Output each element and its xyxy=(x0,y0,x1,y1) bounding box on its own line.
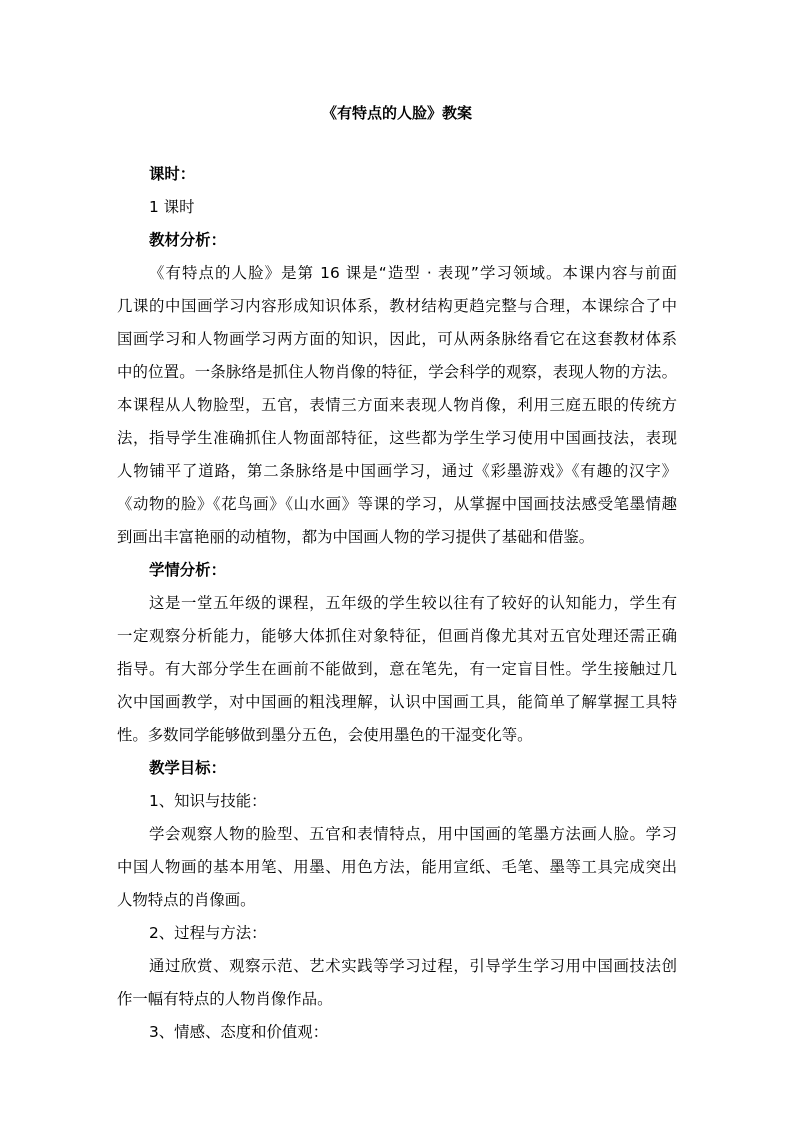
paragraph-line: 本课程从人物脸型，五官，表情三方面来表现人物肖像，利用三庭五眼的传统方 xyxy=(117,396,677,414)
paragraph-line: 作一幅有特点的人物肖像作品。 xyxy=(117,990,333,1008)
paragraph-line: 《动物的脸》《花鸟画》《山水画》等课的学习，从掌握中国画技法感受笔墨情趣 xyxy=(117,495,677,513)
paragraph-line: 性。多数同学能够做到墨分五色，会使用墨色的干湿变化等。 xyxy=(117,726,533,744)
goals-heading: 教学目标： xyxy=(149,759,226,777)
paragraph-line: 法，指导学生准确抓住人物面部特征，这些都为学生学习使用中国画技法，表现 xyxy=(117,429,677,447)
paragraph-line: 《有特点的人脸》是第 16 课是“造型 · 表现”学习领域。本课内容与前面 xyxy=(149,264,677,282)
paragraph-line: 中的位置。一条脉络是抓住人物肖像的特征，学会科学的观察，表现人物的方法。 xyxy=(117,363,677,381)
period-value: 1 课时 xyxy=(149,198,195,216)
paragraph-line: 几课的中国画学习内容形成知识体系，教材结构更趋完整与合理，本课综合了中 xyxy=(117,297,677,315)
paragraph-line: 人物铺平了道路，第二条脉络是中国画学习，通过《彩墨游戏》《有趣的汉字》 xyxy=(117,462,677,480)
paragraph-line: 次中国画教学，对中国画的粗浅理解，认识中国画工具，能简单了解掌握工具特 xyxy=(117,693,677,711)
paragraph-line: 国画学习和人物画学习两方面的知识，因此，可从两条脉络看它在这套教材体系 xyxy=(117,330,677,348)
goal3-heading: 3、情感、态度和价值观： xyxy=(149,1023,329,1041)
period-heading: 课时： xyxy=(149,165,196,183)
paragraph-line: 学会观察人物的脸型、五官和表情特点，用中国画的笔墨方法画人脸。学习 xyxy=(149,825,677,843)
document-title: 《有特点的人脸》教案 xyxy=(321,104,472,122)
paragraph-line: 中国人物画的基本用笔、用墨、用色方法，能用宣纸、毛笔、墨等工具完成突出 xyxy=(117,858,677,876)
goal2-heading: 2、过程与方法： xyxy=(149,924,267,942)
material-heading: 教材分析： xyxy=(149,231,226,249)
paragraph-line: 人物特点的肖像画。 xyxy=(117,891,256,909)
paragraph-line: 这是一堂五年级的课程，五年级的学生较以往有了较好的认知能力，学生有 xyxy=(149,594,677,612)
document-body xyxy=(117,158,677,1049)
learner-heading: 学情分析： xyxy=(149,561,226,579)
paragraph-line: 指导。有大部分学生在画前不能做到，意在笔先，有一定盲目性。学生接触过几 xyxy=(117,660,677,678)
goal1-heading: 1、知识与技能： xyxy=(149,792,267,810)
paragraph-line: 到画出丰富艳丽的动植物，都为中国画人物的学习提供了基础和借鉴。 xyxy=(117,528,595,546)
paragraph-line: 一定观察分析能力，能够大体抓住对象特征，但画肖像尤其对五官处理还需正确 xyxy=(117,627,677,645)
paragraph-line: 通过欣赏、观察示范、艺术实践等学习过程，引导学生学习用中国画技法创 xyxy=(149,957,677,975)
